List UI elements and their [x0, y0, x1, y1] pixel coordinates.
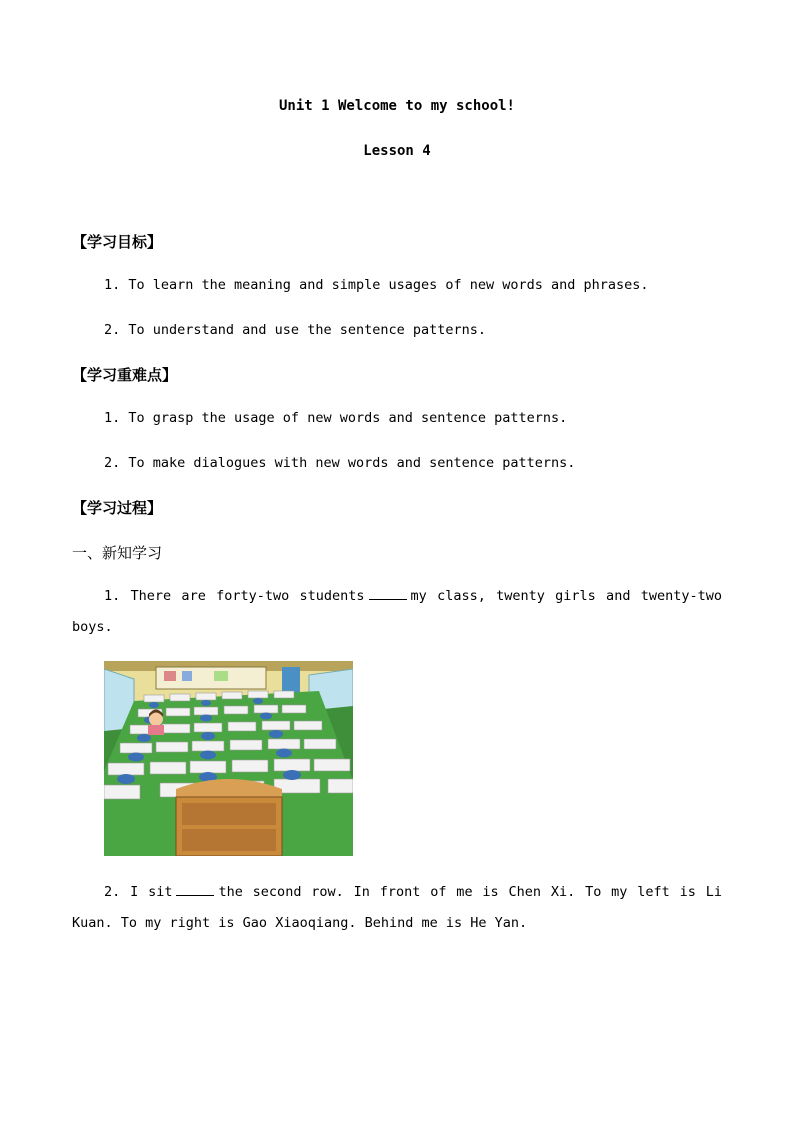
- section-title: 一、新知学习: [72, 544, 163, 562]
- exercise-1-before: 1. There are forty-two students: [104, 588, 365, 604]
- exercise-2-before: 2. I sit: [104, 884, 173, 900]
- fill-in-blank: [369, 587, 407, 600]
- classroom-illustration: [104, 661, 353, 856]
- page-title: Unit 1 Welcome to my school!: [278, 98, 515, 114]
- exercise-1-after: my class, twenty girls and twenty-two boys.: [72, 588, 722, 635]
- process-heading: 【学习过程】: [72, 499, 163, 517]
- objective-item: 2. To understand and use the sentence patterns.: [104, 322, 487, 338]
- exercise-2: [72, 877, 722, 939]
- exercise-1: [72, 581, 722, 643]
- fill-in-blank: [176, 883, 214, 896]
- exercise-2-after: the second row. In front of me is Chen Xi. To my left is Li Kuan. To my right is Gao Xiaoqiang. Behind me is He Yan.: [72, 884, 722, 931]
- key-point-item: 2. To make dialogues with new words and sentence patterns.: [104, 455, 576, 471]
- key-point-item: 1. To grasp the usage of new words and sentence patterns.: [104, 410, 568, 426]
- objectives-heading: 【学习目标】: [72, 233, 163, 251]
- objective-item: 1. To learn the meaning and simple usages of new words and phrases.: [104, 277, 649, 293]
- lesson-subtitle: Lesson 4: [363, 143, 431, 159]
- key-points-heading: 【学习重难点】: [72, 366, 178, 384]
